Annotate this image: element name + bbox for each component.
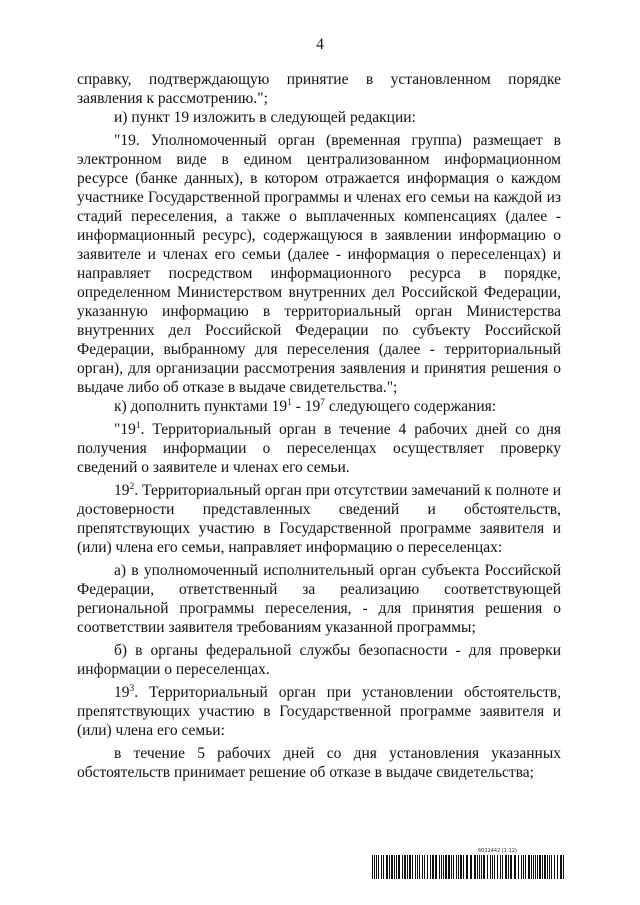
page-number: 4 <box>316 36 324 53</box>
document-body <box>77 70 561 782</box>
paragraph-point-19: "19. Уполномоченный орган (временная группа) размещает в электронном виде в едином централизованном информационном ресурсе (банке данных), в котором отражается информация о каждом участнике Государственной программы и членах его семьи на каждой из стадий переселения, а также о выплаченных компенсациях (далее - информационный ресурс), содержащуюся в заявлении информацию о заявителе и членах его семьи (далее - информация о переселенцах) и направляет посредством информационного ресурса в порядке, определенном Министерством внутренних дел Российской Федерации, указанную информацию в территориальный орган Министерства внутренних дел Российской Федерации по субъекту Российской Федерации, выбранному для переселения (далее - территориальный орган), для организации рассмотрения заявления и принятия решения о выдаче либо об отказе в выдаче свидетельства."; <box>77 132 561 396</box>
paragraph-subitem-b: б) в органы федеральной службы безопасности - для проверки информации о переселенцах. <box>77 642 561 678</box>
paragraph-point-19-3: $19^3$. Территориальный орган при установлении обстоятельств, препятствующих участию в Государственной программе заявителя и (или) члена его семьи: <box>77 684 561 739</box>
paragraph-item-k: к) дополнить пунктами $19^1 - 19^7$ следующего содержания: <box>114 398 497 415</box>
paragraph-point-19-1: "$19^1$. Территориальный орган в течение 4 рабочих дней со дня получения информации о переселенцах осуществляет проверку сведений о заявителе и членах его семьи. <box>77 421 561 476</box>
paragraph-final: в течение 5 рабочих дней со дня установления указанных обстоятельств принимает решение об отказе в выдаче свидетельства; <box>77 745 561 781</box>
barcode-block <box>372 848 565 881</box>
paragraph-subitem-a: а) в уполномоченный исполнительный орган субъекта Российской Федерации, ответственный за реализацию соответствующей региональной программы переселения, - для принятия решения о соответствии заявителя требованиям указанной программы; <box>77 562 561 636</box>
paragraph-item-i: и) пункт 19 изложить в следующей редакции: <box>114 109 416 126</box>
paragraph-continuation: справку, подтверждающую принятие в установленном порядке заявления к рассмотрению."; <box>77 71 561 107</box>
barcode-icon <box>372 855 565 879</box>
paragraph-point-19-2: $19^2$. Территориальный орган при отсутствии замечаний к полноте и достоверности представленных сведений и обстоятельств, препятствующих участию в Государственной программе заявителя и (или) члена его семьи, направляет информацию о переселенцах: <box>77 482 561 556</box>
barcode-code: 6032442 (1.12) <box>478 848 517 854</box>
